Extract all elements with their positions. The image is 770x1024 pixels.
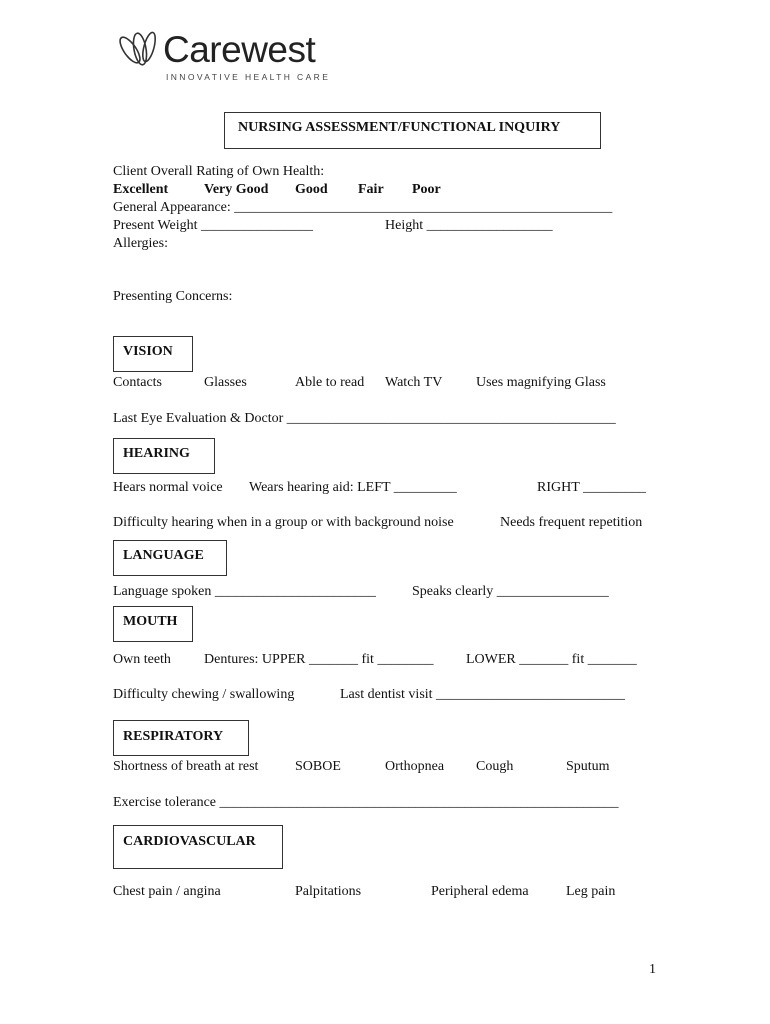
cardio-option-peripheral-edema[interactable]: Peripheral edema: [431, 884, 529, 899]
vision-option-able-to-read[interactable]: Able to read: [295, 375, 365, 390]
dentures-lower-field[interactable]: LOWER _______ fit _______: [466, 652, 637, 667]
needs-frequent-repetition[interactable]: Needs frequent repetition: [500, 515, 643, 530]
height-field[interactable]: Height __________________: [385, 218, 553, 233]
difficulty-chewing[interactable]: Difficulty chewing / swallowing: [113, 687, 295, 702]
last-dentist-visit-field[interactable]: Last dentist visit ___________________________: [340, 687, 626, 702]
vision-option-contacts[interactable]: Contacts: [113, 375, 162, 390]
rating-option-good[interactable]: Good: [295, 182, 328, 197]
vision-header: VISION: [123, 344, 173, 359]
speaks-clearly-field[interactable]: Speaks clearly ________________: [412, 584, 609, 599]
rating-option-fair[interactable]: Fair: [358, 182, 384, 197]
own-teeth[interactable]: Own teeth: [113, 652, 171, 667]
cardio-option-leg-pain[interactable]: Leg pain: [566, 884, 616, 899]
rating-option-excellent[interactable]: Excellent: [113, 182, 169, 197]
vision-option-glasses[interactable]: Glasses: [204, 375, 247, 390]
rating-option-very-good[interactable]: Very Good: [204, 182, 269, 197]
logo-tagline: INNOVATIVE HEALTH CARE: [166, 72, 331, 82]
respiratory-option-cough[interactable]: Cough: [476, 759, 514, 774]
hearing-header: HEARING: [123, 446, 190, 461]
cardiovascular-header: CARDIOVASCULAR: [123, 834, 256, 849]
page-number: 1: [649, 962, 656, 977]
cardio-option-chest-pain[interactable]: Chest pain / angina: [113, 884, 221, 899]
exercise-tolerance-field[interactable]: Exercise tolerance _________________________________________________________: [113, 795, 619, 810]
respiratory-option-sob-rest[interactable]: Shortness of breath at rest: [113, 759, 259, 774]
respiratory-header: RESPIRATORY: [123, 729, 224, 744]
health-rating-label: Client Overall Rating of Own Health:: [113, 164, 325, 179]
presenting-concerns-field[interactable]: Presenting Concerns:: [113, 289, 233, 304]
rating-option-poor[interactable]: Poor: [412, 182, 441, 197]
cardio-option-palpitations[interactable]: Palpitations: [295, 884, 362, 899]
general-appearance-field[interactable]: General Appearance: ______________________________________________________: [113, 200, 613, 215]
respiratory-option-orthopnea[interactable]: Orthopnea: [385, 759, 445, 774]
vision-option-watch-tv[interactable]: Watch TV: [385, 375, 443, 390]
present-weight-field[interactable]: Present Weight ________________: [113, 218, 314, 233]
respiratory-option-soboe[interactable]: SOBOE: [295, 759, 341, 774]
mouth-header: MOUTH: [123, 614, 178, 629]
difficulty-hearing-group[interactable]: Difficulty hearing when in a group or with background noise: [113, 515, 454, 530]
dentures-upper-field[interactable]: Dentures: UPPER _______ fit ________: [204, 652, 434, 667]
language-spoken-field[interactable]: Language spoken _______________________: [113, 584, 376, 599]
allergies-field[interactable]: Allergies:: [113, 236, 168, 251]
last-eye-evaluation-field[interactable]: Last Eye Evaluation & Doctor _______________________________________________: [113, 411, 616, 426]
form-title: NURSING ASSESSMENT/FUNCTIONAL INQUIRY: [238, 120, 561, 135]
hearing-aid-right-field[interactable]: RIGHT _________: [537, 480, 647, 495]
hearing-aid-left-field[interactable]: Wears hearing aid: LEFT _________: [249, 480, 457, 495]
hears-normal-voice[interactable]: Hears normal voice: [113, 480, 223, 495]
carewest-leaf-icon: [116, 30, 164, 74]
vision-option-magnifying-glass[interactable]: Uses magnifying Glass: [476, 375, 606, 390]
language-header: LANGUAGE: [123, 548, 204, 563]
respiratory-option-sputum[interactable]: Sputum: [566, 759, 610, 774]
logo-name: Carewest: [163, 29, 316, 70]
